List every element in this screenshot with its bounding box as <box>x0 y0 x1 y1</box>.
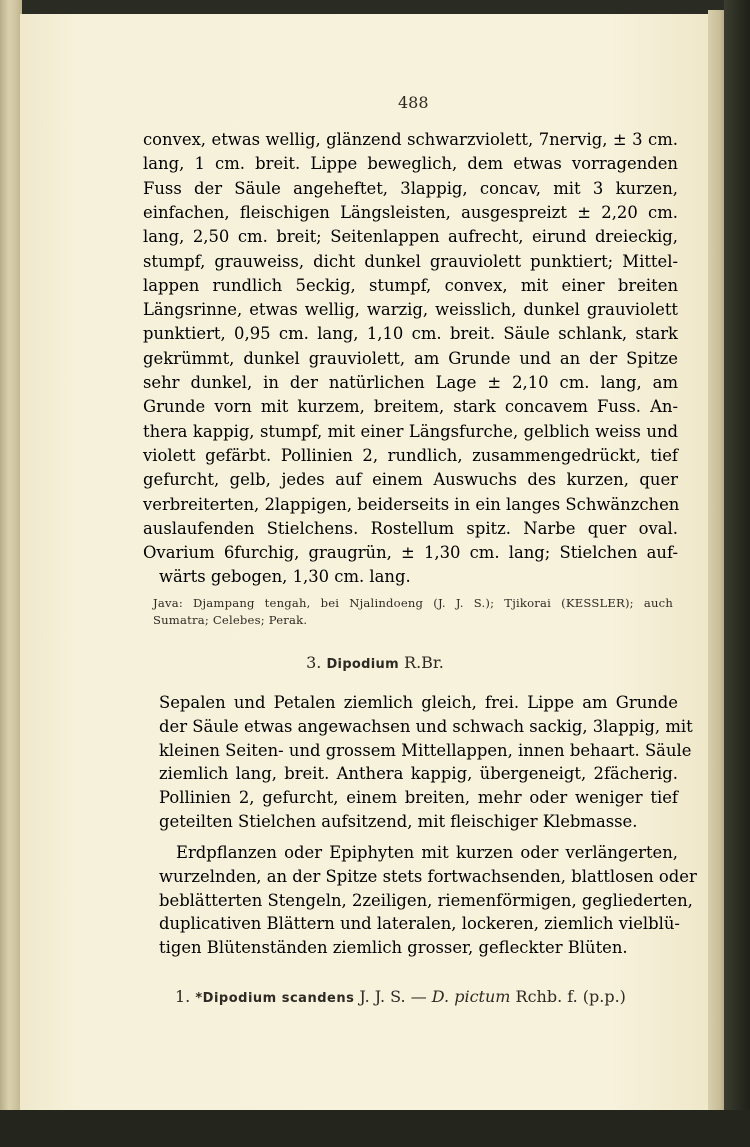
species-dash: — <box>410 987 427 1006</box>
text-line: einfachen, fleischigen Längsleisten, ausgespreizt ± 2,20 cm. <box>143 202 678 222</box>
text-line: Ovarium 6furchig, graugrün, ± 1,30 cm. lang; Stielchen auf- <box>143 543 678 563</box>
text-line: verbreiterten, 2lappigen, beiderseits in ein langes Schwänzchen <box>143 494 680 514</box>
text-line: Längsrinne, etwas wellig, warzig, weisslich, dunkel grauviolett <box>143 300 678 320</box>
text-line: lang, 2,50 cm. breit; Seitenlappen aufrecht, eirund dreieckig, <box>143 227 678 247</box>
genus-author: R.Br. <box>404 653 444 672</box>
distribution-line: Java: Djampang tengah, bei Njalindoeng (J. J. S.); Tjikorai (KESSLER); auch <box>153 596 673 610</box>
text-line: wärts gebogen, 1,30 cm. lang. <box>159 567 411 587</box>
synonym-name: D. pictum <box>431 987 511 1006</box>
text-line: thera kappig, stumpf, mit einer Längsfurche, gelblich weiss und <box>143 421 678 441</box>
text-line: ziemlich lang, breit. Anthera kappig, übergeneigt, 2fächerig. <box>159 764 678 784</box>
text-line: beblätterten Stengeln, 2zeiligen, riemenförmigen, gegliederten, <box>159 890 693 910</box>
text-line: sehr dunkel, in der natürlichen Lage ± 2,10 cm. lang, am <box>143 373 678 392</box>
species-entry <box>175 987 626 1006</box>
text-line: stumpf, grauweiss, dicht dunkel grauviolett punktiert; Mittel- <box>143 251 678 271</box>
book-cover-edge <box>724 0 750 1147</box>
species-name: *Dipodium scandens <box>195 991 355 1006</box>
genus-number: 3. <box>306 653 322 672</box>
text-line: lappen rundlich 5eckig, stumpf, convex, mit einer breiten <box>143 275 678 295</box>
page-number: 488 <box>398 93 429 112</box>
text-line: Grunde vorn mit kurzem, breitem, stark concavem Fuss. An- <box>143 397 678 417</box>
genus-name: Dipodium <box>326 657 399 672</box>
text-line: Sepalen und Petalen ziemlich gleich, frei. Lippe am Grunde <box>159 693 678 712</box>
synonym-author: Rchb. f. (p.p.) <box>515 987 626 1006</box>
species-number: 1. <box>175 987 191 1006</box>
text-line: duplicativen Blättern und lateralen, lockeren, ziemlich vielblü- <box>159 914 680 934</box>
text-line: wurzelnden, an der Spitze stets fortwachsenden, blattlosen oder <box>159 866 697 886</box>
scan-background <box>0 1110 750 1147</box>
genus-heading <box>0 653 750 672</box>
text-line: geteilten Stielchen aufsitzend, mit fleischiger Klebmasse. <box>159 812 638 831</box>
text-line: Fuss der Säule angeheftet, 3lappig, concav, mit 3 kurzen, <box>143 178 678 198</box>
left-page-edge <box>0 0 22 1110</box>
text-line: violett gefärbt. Pollinien 2, rundlich, zusammengedrückt, tief <box>143 445 678 465</box>
distribution-line: Sumatra; Celebes; Perak. <box>153 613 308 627</box>
text-line: convex, etwas wellig, glänzend schwarzviolett, 7nervig, ± 3 cm. <box>143 130 678 149</box>
text-line: auslaufenden Stielchens. Rostellum spitz. Narbe quer oval. <box>143 518 678 538</box>
species-author: J. J. S. <box>359 987 406 1006</box>
text-line: gefurcht, gelb, jedes auf einem Auswuchs des kurzen, quer <box>143 470 678 490</box>
text-line: lang, 1 cm. breit. Lippe beweglich, dem etwas vorragenden <box>143 154 678 174</box>
text-line: gekrümmt, dunkel grauviolett, am Grunde und an der Spitze <box>143 348 678 368</box>
text-line: punktiert, 0,95 cm. lang, 1,10 cm. breit. Säule schlank, stark <box>143 324 678 344</box>
text-line: Erdpflanzen oder Epiphyten mit kurzen oder verlängerten, <box>176 843 678 862</box>
text-line: kleinen Seiten- und grossem Mittellappen, innen behaart. Säule <box>159 740 692 760</box>
text-line: Pollinien 2, gefurcht, einem breiten, mehr oder weniger tief <box>159 788 678 808</box>
text-line: tigen Blütenständen ziemlich grosser, gefleckter Blüten. <box>159 938 628 958</box>
text-line: der Säule etwas angewachsen und schwach sackig, 3lappig, mit <box>159 716 693 736</box>
